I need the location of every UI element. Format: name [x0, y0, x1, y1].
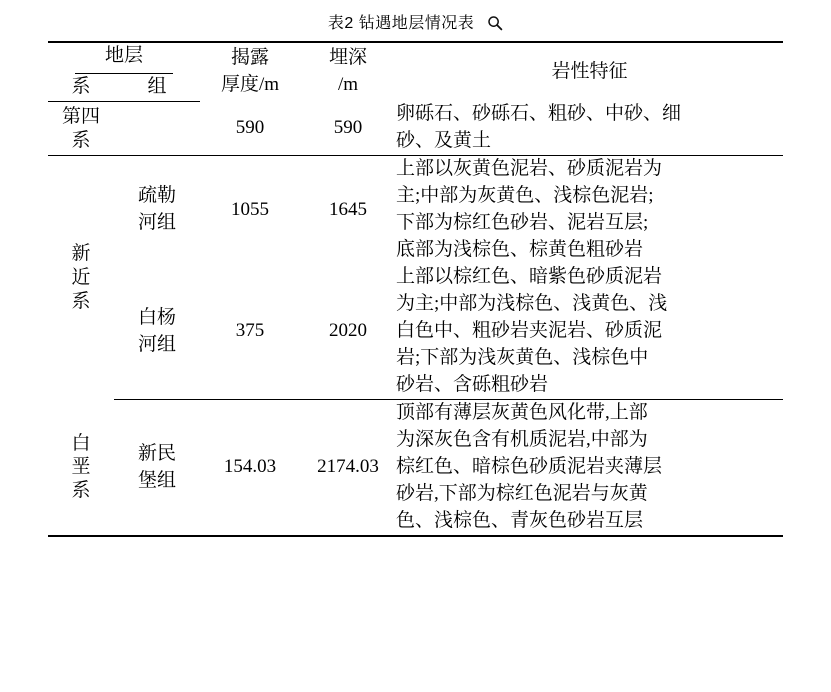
row-2-system — [48, 156, 114, 400]
row-4-formation-line-1: 新民 — [138, 442, 177, 464]
header-thickness — [200, 42, 300, 101]
row-3-lithology-line-4: 岩;下部为浅灰黄色、浅棕色中 — [396, 347, 649, 369]
table-caption — [0, 0, 831, 41]
row-2-system-line-3: 系 — [71, 290, 91, 312]
row-2-lithology-line-4: 底部为浅棕色、棕黄色粗砂岩 — [396, 239, 644, 261]
row-3-thickness: 375 — [200, 264, 300, 399]
row-1-depth: 590 — [300, 101, 396, 155]
row-2-system-line-1: 新 — [71, 243, 91, 265]
row-3-lithology — [396, 264, 783, 399]
row-2-system-line-2: 近 — [71, 267, 91, 289]
header-strata-group-label: 地层 — [75, 43, 173, 74]
header-lithology: 岩性特征 — [396, 42, 783, 101]
row-2-lithology — [396, 156, 783, 264]
strata-table — [48, 41, 783, 537]
row-3-lithology-line-5: 砂岩、含砾粗砂岩 — [396, 374, 549, 396]
header-depth-line-1: 埋深 — [329, 47, 368, 69]
row-3-depth: 2020 — [300, 264, 396, 399]
row-2-depth: 1645 — [329, 198, 368, 220]
row-1-system-line-2: 系 — [71, 129, 91, 151]
header-depth-line-2: /m — [337, 74, 359, 96]
row-4-thickness: 154.03 — [200, 400, 300, 536]
header-strata-group — [48, 42, 200, 74]
row-2-thickness: 1055 — [231, 198, 270, 220]
row-2-lithology-line-3: 下部为棕红色砂岩、泥岩互层; — [396, 212, 649, 234]
row-2-lithology-line-1: 上部以灰黄色泥岩、砂质泥岩为 — [396, 158, 663, 180]
table-header-row-1 — [48, 42, 783, 74]
row-4-formation-line-2: 堡组 — [138, 469, 177, 491]
header-thickness-line-1: 揭露 — [231, 47, 270, 69]
row-4-system-line-2: 垩 — [71, 456, 91, 478]
strata-table-wrap — [48, 41, 783, 537]
row-4-lithology-line-4: 砂岩,下部为棕红色泥岩与灰黄 — [396, 483, 648, 504]
table-row — [48, 101, 783, 155]
table-row — [48, 264, 783, 399]
row-4-system — [48, 400, 114, 536]
row-2-formation-line-1: 疏勒 — [138, 185, 177, 207]
row-1-system — [48, 101, 114, 155]
row-4-lithology-line-3: 棕红色、暗棕色砂质泥岩夹薄层 — [396, 456, 663, 478]
row-4-lithology-line-2: 为深灰色含有机质泥岩,中部为 — [396, 429, 648, 451]
row-1-lithology-line-2: 砂、及黄土 — [396, 130, 492, 152]
row-3-formation-line-2: 河组 — [138, 333, 177, 355]
row-4-system-line-1: 白 — [71, 432, 91, 454]
row-4-depth: 2174.03 — [300, 400, 396, 536]
row-2-formation-line-2: 河组 — [138, 212, 177, 234]
header-formation: 组 — [114, 74, 200, 101]
row-4-formation — [114, 400, 200, 536]
header-depth — [300, 42, 396, 101]
row-3-formation-line-1: 白杨 — [138, 306, 177, 328]
header-thickness-line-2: 厚度/m — [220, 74, 280, 96]
table-row — [48, 156, 783, 264]
row-1-thickness: 590 — [200, 101, 300, 155]
table-row — [48, 400, 783, 536]
row-1-system-line-1: 第四 — [61, 105, 100, 127]
header-system: 系 — [48, 74, 114, 101]
row-1-lithology-line-1: 卵砾石、砂砾石、粗砂、中砂、细 — [396, 103, 682, 125]
row-3-lithology-line-1: 上部以棕红色、暗紫色砂质泥岩 — [396, 266, 663, 288]
row-2-formation — [114, 156, 200, 264]
table-caption-text: 表2 钻遇地层情况表 — [327, 15, 475, 32]
magnifier-icon[interactable] — [487, 15, 503, 31]
row-2-lithology-line-2: 主;中部为灰黄色、浅棕色泥岩; — [396, 185, 654, 207]
row-4-system-line-3: 系 — [71, 480, 91, 502]
row-3-lithology-line-3: 白色中、粗砂岩夹泥岩、砂质泥 — [396, 320, 663, 342]
row-3-formation — [114, 264, 200, 399]
row-3-lithology-line-2: 为主;中部为浅棕色、浅黄色、浅 — [396, 293, 668, 315]
row-1-lithology — [396, 101, 783, 155]
row-1-formation — [114, 101, 200, 155]
row-4-lithology-line-5: 色、浅棕色、青灰色砂岩互层 — [396, 509, 644, 531]
row-4-lithology-line-1: 顶部有薄层灰黄色风化带,上部 — [396, 402, 648, 424]
row-4-lithology — [396, 400, 783, 536]
